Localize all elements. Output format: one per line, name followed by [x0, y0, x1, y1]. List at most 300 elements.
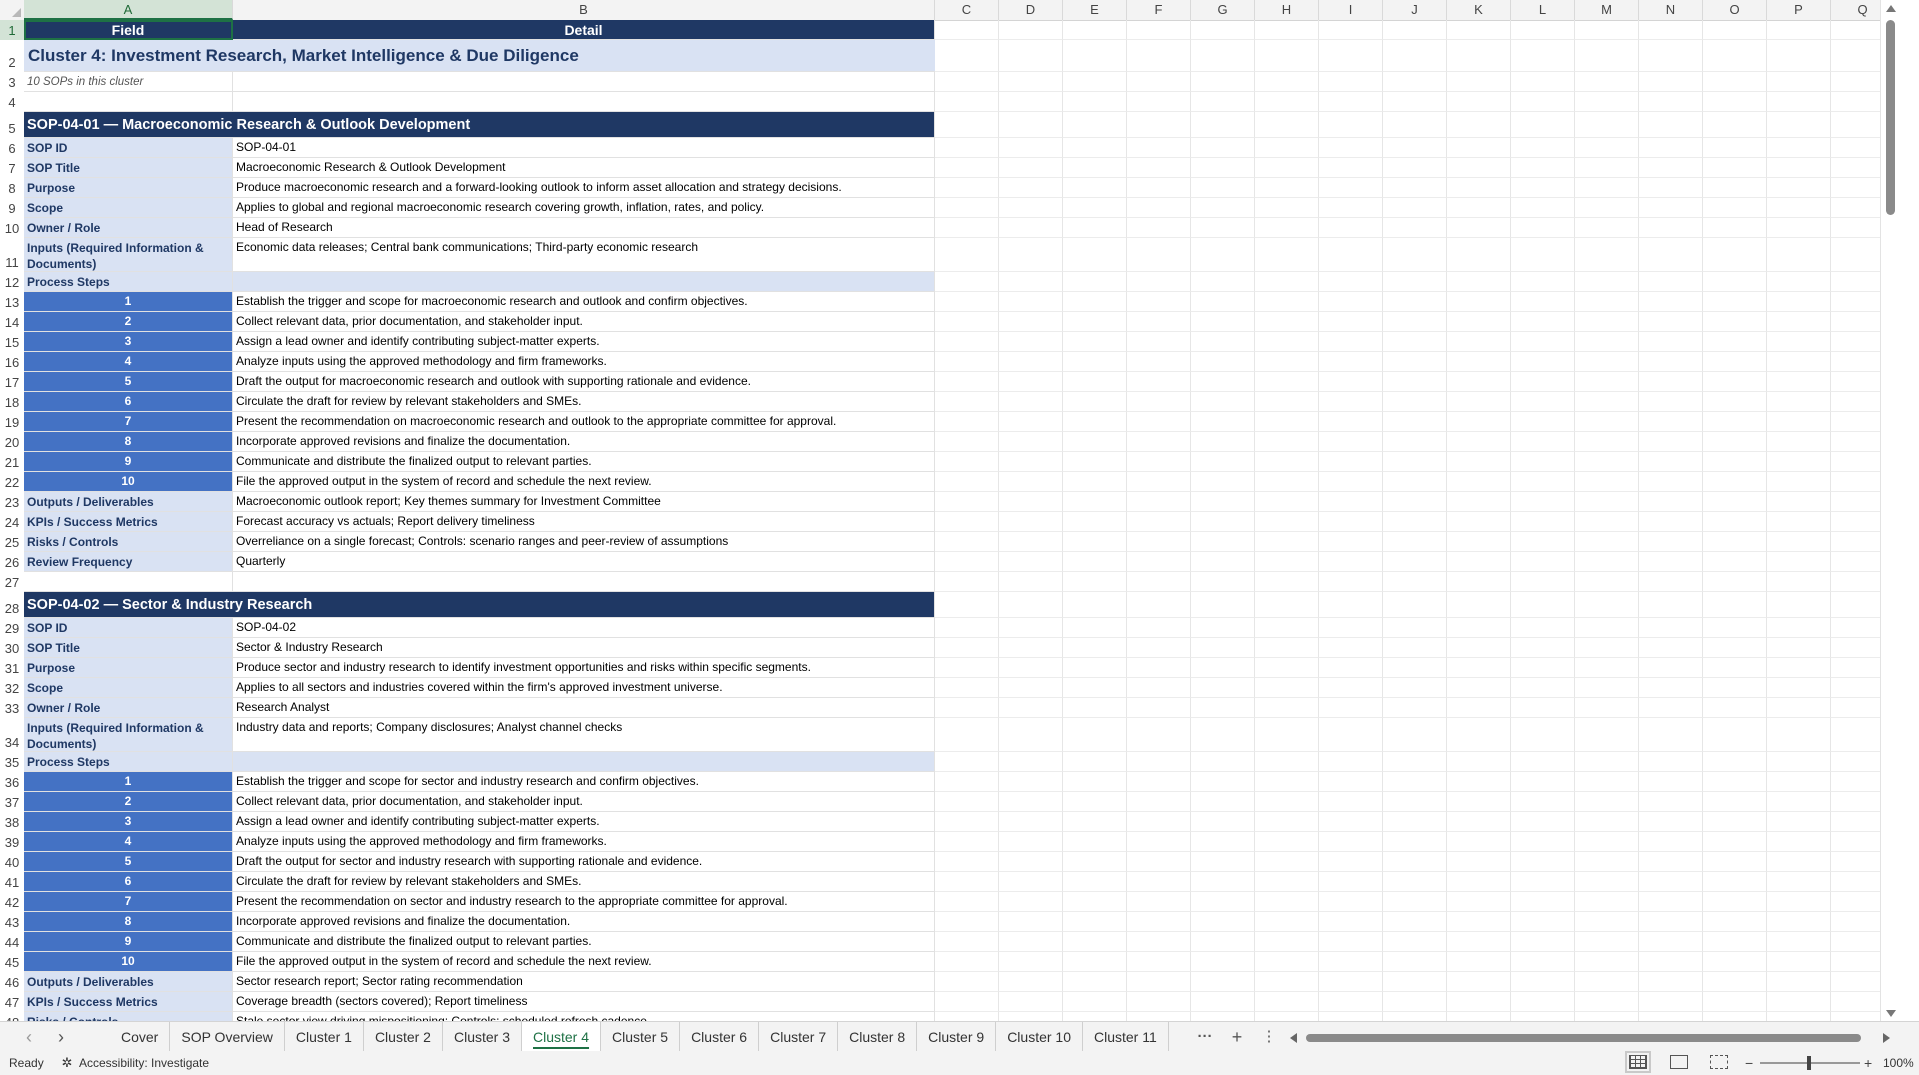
empty-cell[interactable]: [1767, 92, 1831, 112]
header-field-cell[interactable]: Field: [24, 20, 233, 40]
empty-cell[interactable]: [1767, 952, 1831, 972]
zoom-level[interactable]: 100%: [1883, 1056, 1914, 1070]
empty-cell[interactable]: [1511, 972, 1575, 992]
empty-cell[interactable]: [1511, 272, 1575, 292]
empty-cell[interactable]: [1063, 452, 1127, 472]
empty-cell[interactable]: [1383, 972, 1447, 992]
row-number[interactable]: 28: [0, 592, 24, 618]
empty-cell[interactable]: [1511, 658, 1575, 678]
more-sheets-icon[interactable]: ···: [1197, 1028, 1213, 1045]
sheet-tab[interactable]: Cluster 4: [522, 1022, 601, 1052]
row-number[interactable]: 16: [0, 352, 24, 372]
empty-cell[interactable]: [935, 20, 999, 40]
zoom-in-icon[interactable]: +: [1864, 1055, 1873, 1071]
empty-cell[interactable]: [935, 832, 999, 852]
empty-cell[interactable]: [1255, 638, 1319, 658]
empty-cell[interactable]: [1319, 678, 1383, 698]
empty-cell[interactable]: [1063, 658, 1127, 678]
step-text[interactable]: Analyze inputs using the approved methodology and firm frameworks.: [233, 832, 935, 852]
empty-cell[interactable]: [1639, 792, 1703, 812]
empty-cell[interactable]: [1063, 932, 1127, 952]
field-value[interactable]: Sector research report; Sector rating recommendation: [233, 972, 935, 992]
empty-cell[interactable]: [1639, 138, 1703, 158]
empty-cell[interactable]: [1511, 718, 1575, 752]
empty-cell[interactable]: [999, 512, 1063, 532]
empty-cell[interactable]: [1511, 698, 1575, 718]
empty-cell[interactable]: [1063, 472, 1127, 492]
empty-cell[interactable]: [935, 592, 999, 618]
empty-cell[interactable]: [1447, 932, 1511, 952]
empty-cell[interactable]: [1191, 932, 1255, 952]
empty-cell[interactable]: [999, 452, 1063, 472]
empty-cell[interactable]: [1575, 178, 1639, 198]
column-header-f[interactable]: F: [1127, 0, 1191, 20]
empty-cell[interactable]: [1639, 952, 1703, 972]
empty-cell[interactable]: [1511, 452, 1575, 472]
empty-cell[interactable]: [1383, 138, 1447, 158]
empty-cell[interactable]: [1127, 792, 1191, 812]
empty-cell[interactable]: [233, 72, 935, 92]
empty-cell[interactable]: [1127, 92, 1191, 112]
step-number[interactable]: 8: [24, 912, 233, 932]
empty-cell[interactable]: [1063, 92, 1127, 112]
empty-cell[interactable]: [935, 432, 999, 452]
accessibility-status[interactable]: [60, 1051, 209, 1075]
empty-cell[interactable]: [1575, 112, 1639, 138]
empty-cell[interactable]: [1255, 20, 1319, 40]
empty-cell[interactable]: [999, 852, 1063, 872]
empty-cell[interactable]: [999, 92, 1063, 112]
empty-cell[interactable]: [1639, 158, 1703, 178]
field-label[interactable]: SOP Title: [24, 158, 233, 178]
step-text[interactable]: Draft the output for sector and industry research with supporting rationale and evidence.: [233, 852, 935, 872]
empty-cell[interactable]: [1447, 912, 1511, 932]
empty-cell[interactable]: [935, 912, 999, 932]
empty-cell[interactable]: [1255, 218, 1319, 238]
empty-cell[interactable]: [935, 812, 999, 832]
empty-cell[interactable]: [1191, 40, 1255, 72]
empty-cell[interactable]: [1063, 492, 1127, 512]
empty-cell[interactable]: [1447, 392, 1511, 412]
empty-cell[interactable]: [1063, 158, 1127, 178]
empty-cell[interactable]: [1703, 892, 1767, 912]
empty-cell[interactable]: [1255, 492, 1319, 512]
field-value[interactable]: SOP-04-02: [233, 618, 935, 638]
empty-cell[interactable]: [1255, 532, 1319, 552]
empty-cell[interactable]: [1575, 20, 1639, 40]
empty-cell[interactable]: [1383, 718, 1447, 752]
empty-cell[interactable]: [1511, 92, 1575, 112]
empty-cell[interactable]: [1511, 472, 1575, 492]
empty-cell[interactable]: [999, 332, 1063, 352]
empty-cell[interactable]: [1383, 272, 1447, 292]
field-label[interactable]: SOP ID: [24, 618, 233, 638]
empty-cell[interactable]: [1063, 592, 1127, 618]
empty-cell[interactable]: [1447, 372, 1511, 392]
empty-cell[interactable]: [1447, 952, 1511, 972]
empty-cell[interactable]: [999, 572, 1063, 592]
empty-cell[interactable]: [1575, 40, 1639, 72]
empty-cell[interactable]: [1191, 352, 1255, 372]
empty-cell[interactable]: [1127, 772, 1191, 792]
empty-cell[interactable]: [1127, 292, 1191, 312]
sheet-next-icon[interactable]: ›: [58, 1027, 64, 1047]
empty-cell[interactable]: [1383, 912, 1447, 932]
empty-cell[interactable]: [1063, 178, 1127, 198]
empty-cell[interactable]: [1383, 812, 1447, 832]
row-number[interactable]: 1: [0, 20, 24, 40]
empty-cell[interactable]: [1383, 792, 1447, 812]
column-header-j[interactable]: J: [1383, 0, 1447, 20]
zoom-slider-knob[interactable]: [1807, 1056, 1811, 1070]
empty-cell[interactable]: [1767, 592, 1831, 618]
sheet-tab[interactable]: Cluster 6: [680, 1022, 759, 1052]
empty-cell[interactable]: [1639, 238, 1703, 272]
empty-cell[interactable]: [1511, 412, 1575, 432]
row-number[interactable]: 37: [0, 792, 24, 812]
empty-cell[interactable]: [1447, 872, 1511, 892]
column-header-b[interactable]: B: [233, 0, 935, 20]
row-number[interactable]: 21: [0, 452, 24, 472]
step-number[interactable]: 6: [24, 872, 233, 892]
field-label[interactable]: Risks / Controls: [24, 532, 233, 552]
empty-cell[interactable]: [1319, 532, 1383, 552]
empty-cell[interactable]: [1447, 992, 1511, 1012]
empty-cell[interactable]: [1319, 572, 1383, 592]
empty-cell[interactable]: [1703, 932, 1767, 952]
empty-cell[interactable]: [1767, 158, 1831, 178]
empty-cell[interactable]: [1191, 912, 1255, 932]
empty-cell[interactable]: [1383, 218, 1447, 238]
step-text[interactable]: Incorporate approved revisions and finalize the documentation.: [233, 912, 935, 932]
row-number[interactable]: 23: [0, 492, 24, 512]
empty-cell[interactable]: [1447, 198, 1511, 218]
empty-cell[interactable]: [1319, 272, 1383, 292]
empty-cell[interactable]: [1639, 512, 1703, 532]
row-number[interactable]: 34: [0, 718, 24, 752]
empty-cell[interactable]: [1063, 718, 1127, 752]
empty-cell[interactable]: [1447, 20, 1511, 40]
field-value[interactable]: Produce macroeconomic research and a forward-looking outlook to inform asset allocation and strategy decisions.: [233, 178, 935, 198]
empty-cell[interactable]: [1575, 532, 1639, 552]
empty-cell[interactable]: [1127, 932, 1191, 952]
empty-cell[interactable]: [1511, 158, 1575, 178]
empty-cell[interactable]: [935, 752, 999, 772]
empty-cell[interactable]: [1639, 552, 1703, 572]
column-header-g[interactable]: G: [1191, 0, 1255, 20]
empty-cell[interactable]: [1127, 992, 1191, 1012]
empty-cell[interactable]: [935, 218, 999, 238]
empty-cell[interactable]: [1639, 198, 1703, 218]
empty-cell[interactable]: [935, 272, 999, 292]
empty-cell[interactable]: [1767, 272, 1831, 292]
vertical-scroll-thumb[interactable]: [1886, 20, 1895, 215]
empty-cell[interactable]: [1063, 372, 1127, 392]
empty-cell[interactable]: [1127, 752, 1191, 772]
empty-cell[interactable]: [1191, 852, 1255, 872]
field-label[interactable]: Purpose: [24, 178, 233, 198]
empty-cell[interactable]: [1511, 20, 1575, 40]
empty-cell[interactable]: [1383, 158, 1447, 178]
empty-cell[interactable]: [1447, 638, 1511, 658]
empty-cell[interactable]: [1319, 812, 1383, 832]
empty-cell[interactable]: [1447, 72, 1511, 92]
empty-cell[interactable]: [1639, 20, 1703, 40]
empty-cell[interactable]: [1127, 512, 1191, 532]
empty-cell[interactable]: [1255, 592, 1319, 618]
empty-cell[interactable]: [1383, 658, 1447, 678]
empty-cell[interactable]: [935, 158, 999, 178]
empty-cell[interactable]: [1127, 718, 1191, 752]
empty-cell[interactable]: [1191, 792, 1255, 812]
empty-cell[interactable]: [1319, 352, 1383, 372]
empty-cell[interactable]: [999, 72, 1063, 92]
empty-cell[interactable]: [1575, 372, 1639, 392]
empty-cell[interactable]: [1383, 92, 1447, 112]
field-label[interactable]: Owner / Role: [24, 218, 233, 238]
row-number[interactable]: 13: [0, 292, 24, 312]
empty-cell[interactable]: [1319, 20, 1383, 40]
empty-cell[interactable]: [1319, 638, 1383, 658]
empty-cell[interactable]: [1255, 40, 1319, 72]
empty-cell[interactable]: [1575, 92, 1639, 112]
empty-cell[interactable]: [1127, 532, 1191, 552]
empty-cell[interactable]: [1575, 718, 1639, 752]
empty-cell[interactable]: [999, 138, 1063, 158]
empty-cell[interactable]: [1191, 698, 1255, 718]
empty-cell[interactable]: [1575, 752, 1639, 772]
empty-cell[interactable]: [1511, 592, 1575, 618]
empty-cell[interactable]: [1575, 158, 1639, 178]
empty-cell[interactable]: [935, 952, 999, 972]
empty-cell[interactable]: [1767, 372, 1831, 392]
empty-cell[interactable]: [1639, 772, 1703, 792]
empty-cell[interactable]: [1191, 472, 1255, 492]
empty-cell[interactable]: [1255, 658, 1319, 678]
empty-cell[interactable]: [1767, 832, 1831, 852]
empty-cell[interactable]: [1319, 72, 1383, 92]
field-label[interactable]: Owner / Role: [24, 698, 233, 718]
empty-cell[interactable]: [1255, 552, 1319, 572]
empty-cell[interactable]: [999, 272, 1063, 292]
empty-cell[interactable]: [1575, 412, 1639, 432]
column-header-a[interactable]: A: [24, 0, 233, 20]
horizontal-scroll-thumb[interactable]: [1306, 1034, 1861, 1042]
row-number[interactable]: 31: [0, 658, 24, 678]
empty-cell[interactable]: [1767, 292, 1831, 312]
empty-cell[interactable]: [1063, 772, 1127, 792]
empty-cell[interactable]: [1191, 892, 1255, 912]
empty-cell[interactable]: [1447, 352, 1511, 372]
empty-cell[interactable]: [935, 312, 999, 332]
empty-cell[interactable]: [1383, 312, 1447, 332]
step-text[interactable]: File the approved output in the system of record and schedule the next review.: [233, 472, 935, 492]
empty-cell[interactable]: [1575, 472, 1639, 492]
empty-cell[interactable]: [1639, 992, 1703, 1012]
empty-cell[interactable]: [1767, 772, 1831, 792]
empty-cell[interactable]: [1511, 812, 1575, 832]
empty-cell[interactable]: [1511, 792, 1575, 812]
empty-cell[interactable]: [1383, 772, 1447, 792]
empty-cell[interactable]: [1319, 178, 1383, 198]
empty-cell[interactable]: [1063, 238, 1127, 272]
empty-cell[interactable]: [1767, 972, 1831, 992]
empty-cell[interactable]: [1191, 292, 1255, 312]
field-label[interactable]: Inputs (Required Information & Documents): [24, 238, 233, 272]
row-number[interactable]: 8: [0, 178, 24, 198]
row-number[interactable]: 9: [0, 198, 24, 218]
empty-cell[interactable]: [1767, 992, 1831, 1012]
select-all-corner[interactable]: [0, 0, 25, 20]
field-label[interactable]: Process Steps: [24, 752, 233, 772]
step-number[interactable]: 2: [24, 312, 233, 332]
empty-cell[interactable]: [935, 618, 999, 638]
row-number[interactable]: 22: [0, 472, 24, 492]
empty-cell[interactable]: [1575, 952, 1639, 972]
empty-cell[interactable]: [1319, 312, 1383, 332]
empty-cell[interactable]: [1191, 72, 1255, 92]
step-text[interactable]: File the approved output in the system of record and schedule the next review.: [233, 952, 935, 972]
empty-cell[interactable]: [1703, 92, 1767, 112]
empty-cell[interactable]: [1575, 872, 1639, 892]
step-text[interactable]: Analyze inputs using the approved methodology and firm frameworks.: [233, 352, 935, 372]
field-value[interactable]: Macroeconomic Research & Outlook Development: [233, 158, 935, 178]
empty-cell[interactable]: [1639, 272, 1703, 292]
empty-cell[interactable]: [1319, 392, 1383, 412]
empty-cell[interactable]: [1191, 392, 1255, 412]
empty-cell[interactable]: [1767, 892, 1831, 912]
empty-cell[interactable]: [1191, 332, 1255, 352]
empty-cell[interactable]: [1383, 40, 1447, 72]
sheet-tab[interactable]: Cover: [110, 1022, 170, 1052]
empty-cell[interactable]: [935, 852, 999, 872]
cluster-title[interactable]: Cluster 4: Investment Research, Market Intelligence & Due Diligence: [24, 40, 935, 72]
empty-cell[interactable]: [1127, 112, 1191, 138]
empty-cell[interactable]: [1575, 238, 1639, 272]
empty-cell[interactable]: [1063, 698, 1127, 718]
empty-cell[interactable]: [1639, 452, 1703, 472]
empty-cell[interactable]: [1639, 72, 1703, 92]
empty-cell[interactable]: [1511, 892, 1575, 912]
normal-view-icon[interactable]: [1629, 1055, 1647, 1069]
empty-cell[interactable]: [1575, 852, 1639, 872]
empty-cell[interactable]: [1703, 72, 1767, 92]
empty-cell[interactable]: [935, 772, 999, 792]
empty-cell[interactable]: [935, 112, 999, 138]
row-number[interactable]: 30: [0, 638, 24, 658]
empty-cell[interactable]: [1255, 812, 1319, 832]
step-text[interactable]: Assign a lead owner and identify contributing subject-matter experts.: [233, 812, 935, 832]
empty-cell[interactable]: [1127, 218, 1191, 238]
field-value[interactable]: Macroeconomic outlook report; Key themes summary for Investment Committee: [233, 492, 935, 512]
empty-cell[interactable]: [1639, 432, 1703, 452]
empty-cell[interactable]: [1383, 892, 1447, 912]
field-value[interactable]: Produce sector and industry research to identify investment opportunities and risks within specific segments.: [233, 658, 935, 678]
empty-cell[interactable]: [1767, 138, 1831, 158]
row-number[interactable]: 29: [0, 618, 24, 638]
step-text[interactable]: Collect relevant data, prior documentation, and stakeholder input.: [233, 792, 935, 812]
empty-cell[interactable]: [999, 812, 1063, 832]
empty-cell[interactable]: [999, 618, 1063, 638]
row-number[interactable]: 2: [0, 40, 24, 72]
empty-cell[interactable]: [1063, 112, 1127, 138]
empty-cell[interactable]: [935, 678, 999, 698]
zoom-slider[interactable]: [1760, 1062, 1860, 1064]
empty-cell[interactable]: [1255, 932, 1319, 952]
empty-cell[interactable]: [1767, 432, 1831, 452]
empty-cell[interactable]: [1511, 678, 1575, 698]
empty-cell[interactable]: [1511, 218, 1575, 238]
empty-cell[interactable]: [1063, 218, 1127, 238]
row-number[interactable]: 39: [0, 832, 24, 852]
empty-cell[interactable]: [1639, 312, 1703, 332]
empty-cell[interactable]: [1127, 972, 1191, 992]
field-value[interactable]: Industry data and reports; Company disclosures; Analyst channel checks: [233, 718, 935, 752]
empty-cell[interactable]: [1703, 112, 1767, 138]
empty-cell[interactable]: [1511, 312, 1575, 332]
empty-cell[interactable]: [1639, 618, 1703, 638]
empty-cell[interactable]: [999, 698, 1063, 718]
empty-cell[interactable]: [1575, 272, 1639, 292]
empty-cell[interactable]: [1703, 912, 1767, 932]
step-text[interactable]: Communicate and distribute the finalized output to relevant parties.: [233, 452, 935, 472]
step-text[interactable]: Collect relevant data, prior documentation, and stakeholder input.: [233, 312, 935, 332]
empty-cell[interactable]: [1575, 352, 1639, 372]
empty-cell[interactable]: [1191, 718, 1255, 752]
empty-cell[interactable]: [1767, 178, 1831, 198]
empty-cell[interactable]: [1255, 992, 1319, 1012]
empty-cell[interactable]: [1447, 238, 1511, 272]
empty-cell[interactable]: [1511, 332, 1575, 352]
empty-cell[interactable]: [1383, 678, 1447, 698]
empty-cell[interactable]: [1255, 512, 1319, 532]
empty-cell[interactable]: [1447, 972, 1511, 992]
empty-cell[interactable]: [1191, 872, 1255, 892]
empty-cell[interactable]: [1063, 912, 1127, 932]
field-value[interactable]: Research Analyst: [233, 698, 935, 718]
empty-cell[interactable]: [1703, 532, 1767, 552]
empty-cell[interactable]: [1511, 238, 1575, 272]
step-number[interactable]: 4: [24, 832, 233, 852]
step-text[interactable]: Circulate the draft for review by relevant stakeholders and SMEs.: [233, 872, 935, 892]
empty-cell[interactable]: [1767, 678, 1831, 698]
page-break-icon[interactable]: [1710, 1055, 1728, 1069]
empty-cell[interactable]: [1255, 432, 1319, 452]
empty-cell[interactable]: [935, 392, 999, 412]
vertical-scrollbar[interactable]: [1880, 0, 1900, 1021]
empty-cell[interactable]: [1319, 492, 1383, 512]
empty-cell[interactable]: [1767, 352, 1831, 372]
empty-cell[interactable]: [999, 752, 1063, 772]
empty-cell[interactable]: [1511, 372, 1575, 392]
empty-cell[interactable]: [1575, 512, 1639, 532]
empty-cell[interactable]: [1319, 832, 1383, 852]
empty-cell[interactable]: [1703, 392, 1767, 412]
empty-cell[interactable]: [1127, 158, 1191, 178]
empty-cell[interactable]: [1767, 658, 1831, 678]
empty-cell[interactable]: [1703, 158, 1767, 178]
empty-cell[interactable]: [1319, 592, 1383, 618]
empty-cell[interactable]: [1575, 572, 1639, 592]
empty-cell[interactable]: [1703, 40, 1767, 72]
empty-cell[interactable]: [1767, 512, 1831, 532]
empty-cell[interactable]: [1319, 718, 1383, 752]
empty-cell[interactable]: [1511, 492, 1575, 512]
empty-cell[interactable]: [1191, 432, 1255, 452]
step-number[interactable]: 3: [24, 812, 233, 832]
empty-cell[interactable]: [935, 872, 999, 892]
empty-cell[interactable]: [1703, 952, 1767, 972]
